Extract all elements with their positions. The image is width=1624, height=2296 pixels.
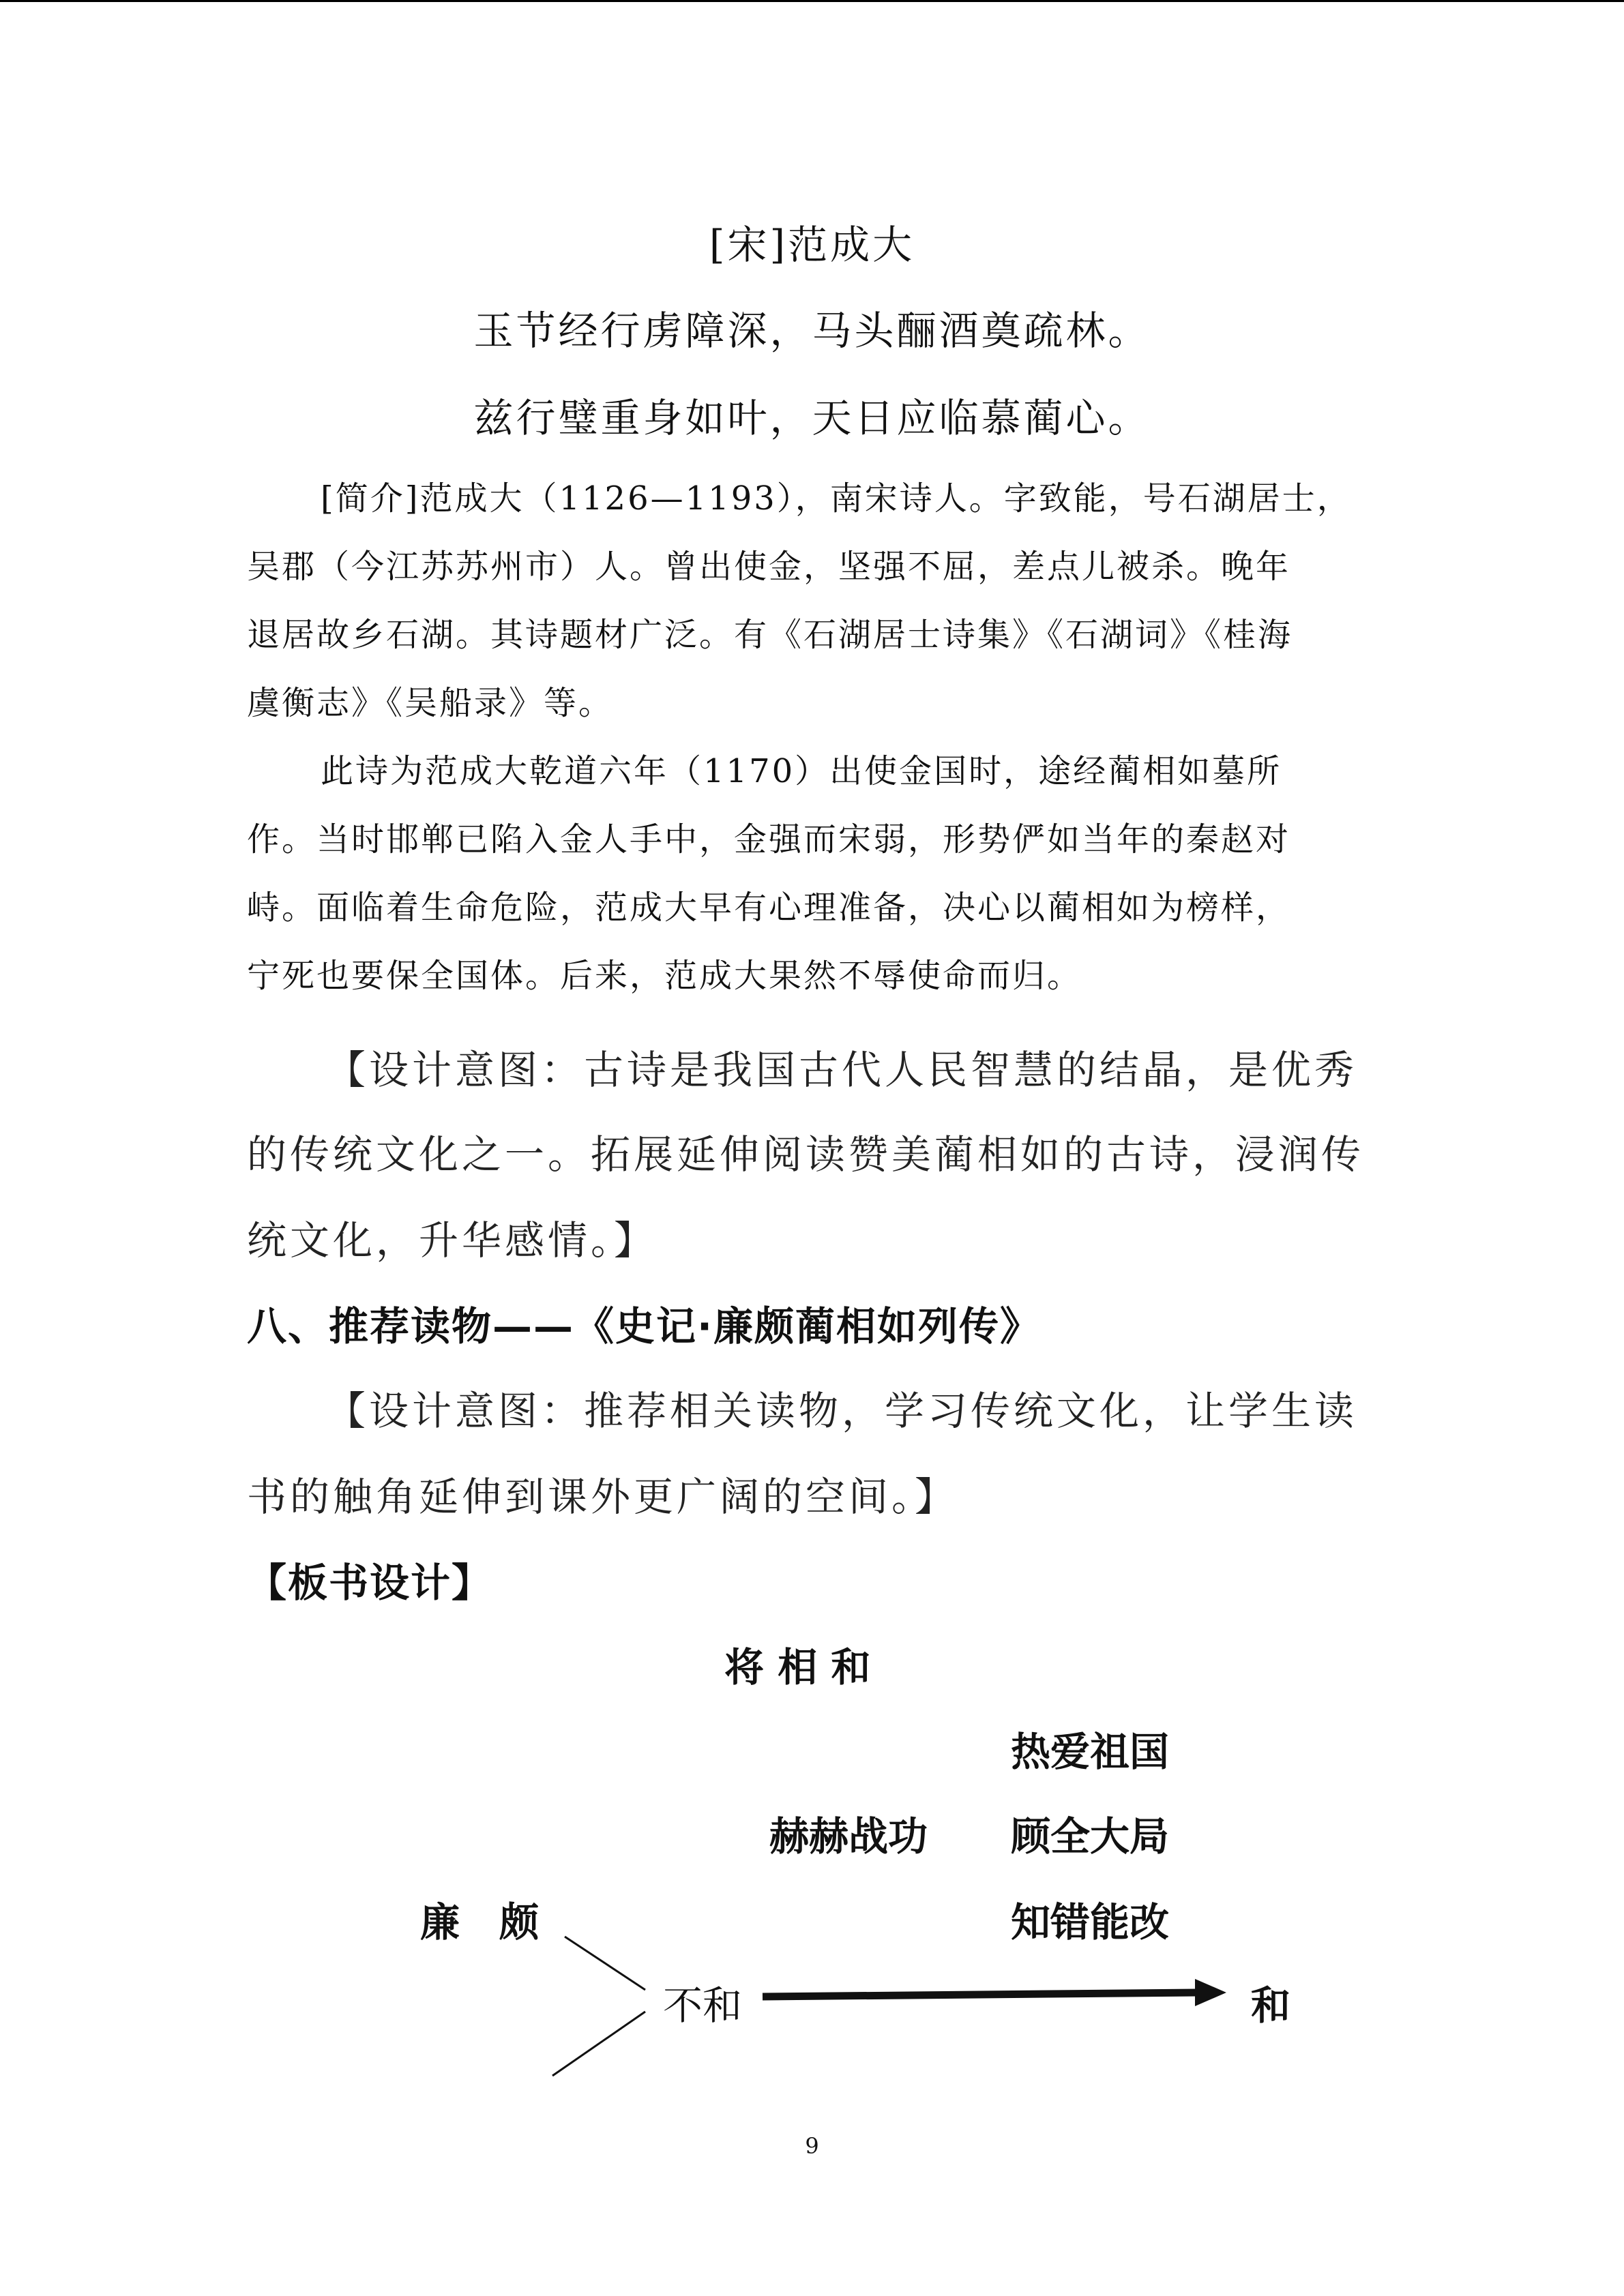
board-quality-2: 顾全大局 — [1011, 1813, 1170, 1860]
board-design-heading: 【板书设计】 — [247, 1560, 493, 1606]
page-number: 9 — [805, 2133, 819, 2159]
board-title: 将 相 和 — [724, 1644, 871, 1690]
context-line-2: 作。当时邯郸已陷入金人手中，金强而宋弱，形势俨如当年的秦赵对 — [247, 820, 1291, 859]
board-quality-3: 知错能改 — [1011, 1899, 1170, 1945]
arrow-head — [1195, 1979, 1226, 2006]
context-line-1: 此诗为范成大乾道六年（1170）出使金国时，途经蔺相如墓所 — [321, 752, 1282, 790]
branch-line-lower — [552, 2012, 645, 2076]
board-lianpo: 廉 颇 — [420, 1899, 540, 1945]
intro-line-3: 退居故乡石湖。其诗题材广泛。有《石湖居士诗集》《石湖词》《桂海 — [247, 616, 1293, 654]
board-quality-1: 热爱祖国 — [1011, 1729, 1170, 1775]
design-intent-1-line-2: 的传统文化之一。拓展延伸阅读赞美蔺相如的古诗，浸润传 — [247, 1131, 1365, 1178]
context-line-4: 宁死也要保全国体。后来，范成大果然不辱使命而归。 — [247, 957, 1082, 995]
arrow-shaft — [763, 1993, 1198, 1997]
board-merit: 赫赫战功 — [769, 1813, 928, 1860]
design-intent-2-line-1: 【设计意图：推荐相关读物，学习传统文化，让学生读 — [326, 1388, 1358, 1434]
section-8-heading: 八、推荐读物——《史记·廉颇蔺相如列传》 — [247, 1303, 1042, 1350]
board-harmony: 和 — [1251, 1982, 1291, 2029]
intro-line-2: 吴郡（今江苏苏州市）人。曾出使金，坚强不屈，差点儿被杀。晚年 — [247, 548, 1291, 586]
design-intent-1-line-1: 【设计意图：古诗是我国古代人民智慧的结晶，是优秀 — [326, 1047, 1358, 1093]
board-discord: 不和 — [663, 1982, 743, 2029]
intro-line-4: 虞衡志》《吴船录》等。 — [247, 684, 614, 722]
poem-line-1: 玉节经行虏障深，马头酾酒奠疏林。 — [473, 308, 1151, 354]
design-intent-2-line-2: 书的触角延伸到课外更广阔的空间。】 — [247, 1474, 958, 1520]
poem-author: [宋]范成大 — [709, 222, 915, 268]
poem-line-2: 兹行璧重身如叶，天日应临慕蔺心。 — [473, 395, 1151, 441]
context-line-3: 峙。面临着生命危险，范成大早有心理准备，决心以蔺相如为榜样， — [247, 889, 1291, 927]
intro-line-1: [简介]范成大（1126—1193），南宋诗人。字致能，号石湖居士， — [321, 479, 1352, 518]
design-intent-1-line-3: 统文化，升华感情。】 — [247, 1217, 658, 1264]
branch-line-upper — [565, 1937, 645, 1990]
